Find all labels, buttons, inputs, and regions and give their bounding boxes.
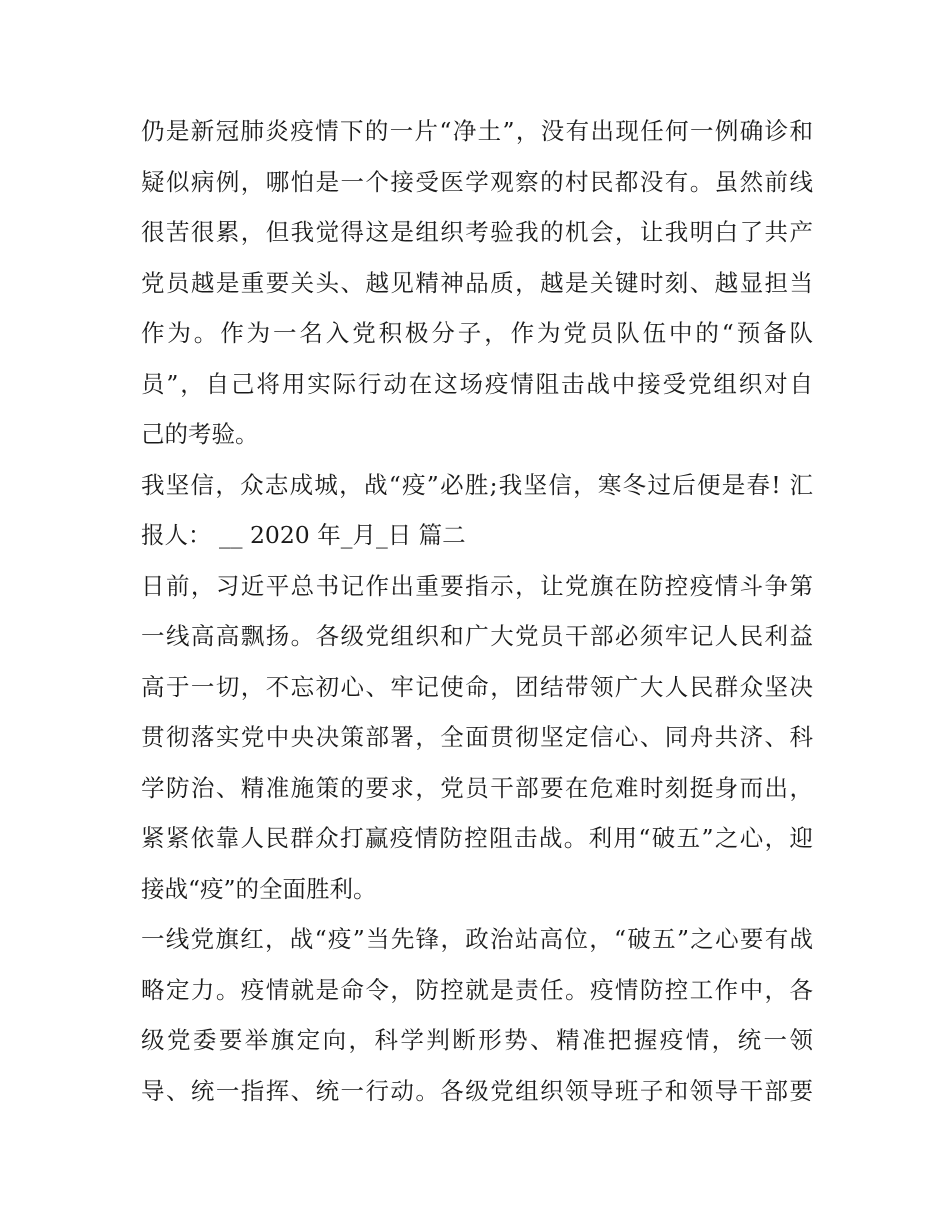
text-line: 仍是新冠肺炎疫情下的一片“净土”，没有出现任何一例确诊和 — [141, 117, 813, 145]
text-line: 紧紧依靠人民群众打赢疫情防控阻击战。利用“破五”之心，迎 — [141, 824, 813, 852]
text-line: 己的考验。 — [141, 420, 259, 448]
text-line: 高于一切，不忘初心、牢记使命，团结带领广大人民群众坚决 — [141, 672, 813, 701]
text-line: 贯彻落实党中央决策部署，全面贯彻坚定信心、同舟共济、科 — [141, 723, 813, 751]
text-line: 疑似病例，哪怕是一个接受医学观察的村民都没有。虽然前线 — [141, 167, 813, 196]
text-line: 略定力。疫情就是命令，防控就是责任。疫情防控工作中，各 — [141, 975, 813, 1004]
text-line: 日前，习近平总书记作出重要指示，让党旗在防控疫情斗争第 — [141, 571, 813, 600]
text-line: 学防治、精准施策的要求，党员干部要在危难时刻挺身而出， — [141, 773, 813, 802]
text-line: 我坚信，众志成城，战“疫”必胜;我坚信，寒冬过后便是春! 汇 — [141, 470, 813, 499]
body-text — [141, 106, 813, 1116]
text-line: 作为。作为一名入党积极分子，作为党员队伍中的“预备队 — [141, 319, 813, 347]
text-line: 一线党旗红，战“疫”当先锋，政治站高位，“破五”之心要有战 — [141, 925, 813, 953]
text-line: 报人： __ 2020 年_月_日 篇二 — [141, 521, 466, 549]
text-line: 一线高高飘扬。各级党组织和广大党员干部必须牢记人民利益 — [141, 622, 813, 650]
text-line: 很苦很累，但我觉得这是组织考验我的机会，让我明白了共产 — [141, 218, 813, 246]
text-line: 党员越是重要关头、越见精神品质，越是关键时刻、越显担当 — [141, 268, 813, 297]
text-line: 员”，自己将用实际行动在这场疫情阻击战中接受党组织对自 — [141, 369, 813, 398]
text-line: 接战“疫”的全面胜利。 — [141, 874, 377, 903]
text-line: 级党委要举旗定向，科学判断形势、精准把握疫情，统一领 — [141, 1026, 813, 1054]
text-line: 导、统一指挥、统一行动。各级党组织领导班子和领导干部要 — [141, 1076, 813, 1105]
